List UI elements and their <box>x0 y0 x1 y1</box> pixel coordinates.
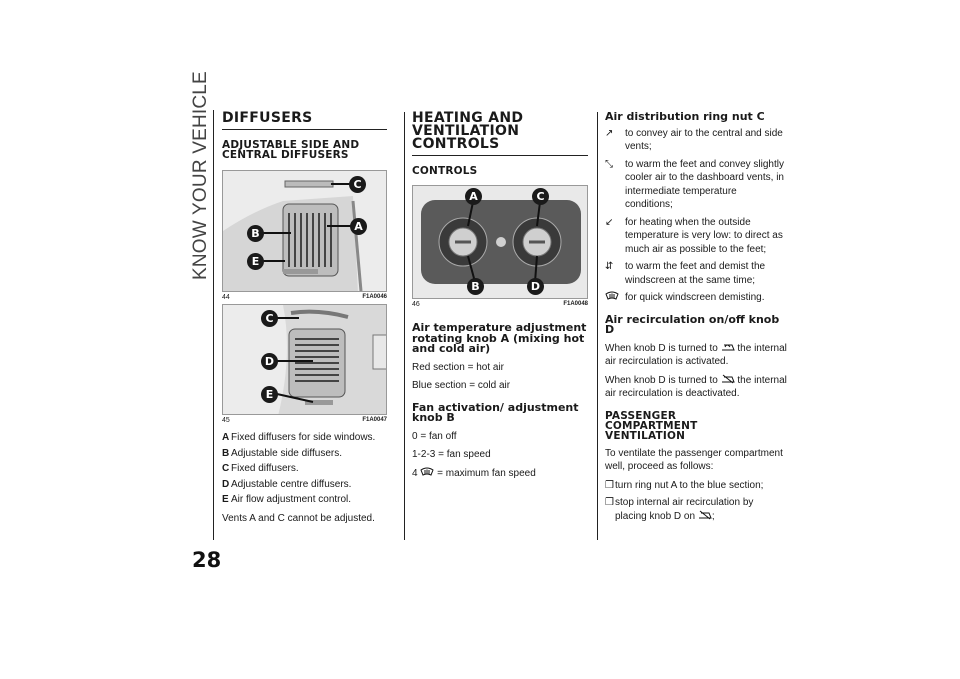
figure-centre-diffuser <box>222 304 387 415</box>
temp-red-text: Red section = hot air <box>412 361 504 373</box>
callout-a: A <box>350 218 367 235</box>
recirculation-on-icon <box>721 342 735 352</box>
windscreen-icon <box>605 291 625 305</box>
figure-code: F1A0046 <box>362 294 387 300</box>
section-title: HEATING AND VENTILATION CONTROLS <box>412 110 524 152</box>
step-item: ❒ turn ring nut A to the blue section; <box>605 479 764 491</box>
side-tab <box>190 71 211 280</box>
passenger-intro: To ventilate the passenger compartment well, proceed as follows: <box>605 447 783 472</box>
section-subtitle: CONTROLS <box>412 165 478 177</box>
face-vent-icon: ↗ <box>605 127 614 139</box>
legend-list <box>222 431 387 507</box>
callout-d: D <box>527 278 544 295</box>
temp-blue-text: Blue section = cold air <box>412 380 511 391</box>
legend-item: E Air flow adjustment control. <box>222 494 352 505</box>
side-rule <box>213 110 214 540</box>
face-feet-icon: ⤡ <box>605 158 613 170</box>
legend-item: B Adjustable side diffusers. <box>222 447 342 459</box>
subheading-recirculation: Air recirculation on/off knob D <box>605 312 780 336</box>
title-rule <box>222 129 387 130</box>
subheading-distribution: Air distribution ring nut C <box>605 110 765 123</box>
figure-side-diffuser <box>222 170 387 292</box>
legend-item: A Fixed diffusers for side windows. <box>222 432 376 443</box>
page-number: 28 <box>192 548 222 572</box>
figure-caption <box>222 293 387 302</box>
fan-speed-text: 1-2-3 = fan speed <box>412 449 491 460</box>
feet-icon: ↙ <box>605 216 614 228</box>
control-panel-illustration <box>413 186 588 299</box>
figure-number: 45 <box>222 417 230 424</box>
section-subtitle: ADJUSTABLE SIDE AND CENTRAL DIFFUSERS <box>222 139 360 161</box>
callout-a: A <box>465 188 482 205</box>
figure-control-panel <box>412 185 588 299</box>
subheading-temperature: Air temperature adjustment rotating knob A (mixing hot and cold air) <box>412 321 587 355</box>
dist-item: ⤡ to warm the feet and convey slightly cooler air to the dashboard vents, in intermediate temperature conditions; <box>605 158 784 210</box>
step-item: ❒ stop internal air recirculation by placing knob D on ; <box>605 497 754 522</box>
note: Vents A and C cannot be adjusted. <box>222 512 375 524</box>
feet-windscreen-icon: ⇵ <box>605 261 614 272</box>
callout-c: C <box>261 310 278 327</box>
windscreen-icon <box>420 467 434 477</box>
recirc-off-text: When knob D is turned to the internal air recirculation is deactivated. <box>605 374 787 399</box>
subheading-fan: Fan activation/ adjustment knob B <box>412 400 579 424</box>
callout-e: E <box>261 386 278 403</box>
title-rule <box>412 155 588 156</box>
figure-number: 44 <box>222 294 230 301</box>
callout-b: B <box>467 278 484 295</box>
figure-number: 46 <box>412 301 420 308</box>
callout-b: B <box>247 225 264 242</box>
figure-caption <box>412 300 588 309</box>
figure-code: F1A0048 <box>563 301 588 307</box>
figure-code: F1A0047 <box>362 417 387 423</box>
centre-diffuser-illustration <box>223 305 387 415</box>
figure-caption <box>222 416 387 425</box>
callout-c: C <box>349 176 366 193</box>
column-distribution <box>605 112 787 527</box>
side-tab-label: KNOW YOUR VEHICLE <box>190 71 211 280</box>
subheading-passenger: PASSENGER COMPARTMENT VENTILATION <box>605 409 698 442</box>
recirc-on-text: When knob D is turned to the internal air recirculation is activated. <box>605 342 787 367</box>
column-divider <box>597 112 598 540</box>
recirculation-off-icon <box>698 510 712 520</box>
dist-item: ↗ to convey air to the central and side vents; <box>605 127 783 152</box>
fan-off-text: 0 = fan off <box>412 430 457 442</box>
dist-item: ⇵ to warm the feet and demist the windscreen at the same time; <box>605 261 766 286</box>
dist-item: ↙ for heating when the outside temperature is very low: to direct as much air as possible to the feet; <box>605 216 783 255</box>
legend-item: D Adjustable centre diffusers. <box>222 478 352 490</box>
column-diffusers <box>222 112 387 530</box>
column-divider <box>404 112 405 540</box>
legend-item: C Fixed diffusers. <box>222 463 299 474</box>
callout-c: C <box>532 188 549 205</box>
callout-e: E <box>247 253 264 270</box>
recirculation-off-icon <box>721 374 735 384</box>
column-controls <box>412 112 588 485</box>
section-title: DIFFUSERS <box>222 110 313 126</box>
fan-max-text: 4 = maximum fan speed <box>412 467 536 479</box>
callout-d: D <box>261 353 278 370</box>
dist-item: for quick windscreen demisting. <box>605 291 787 305</box>
